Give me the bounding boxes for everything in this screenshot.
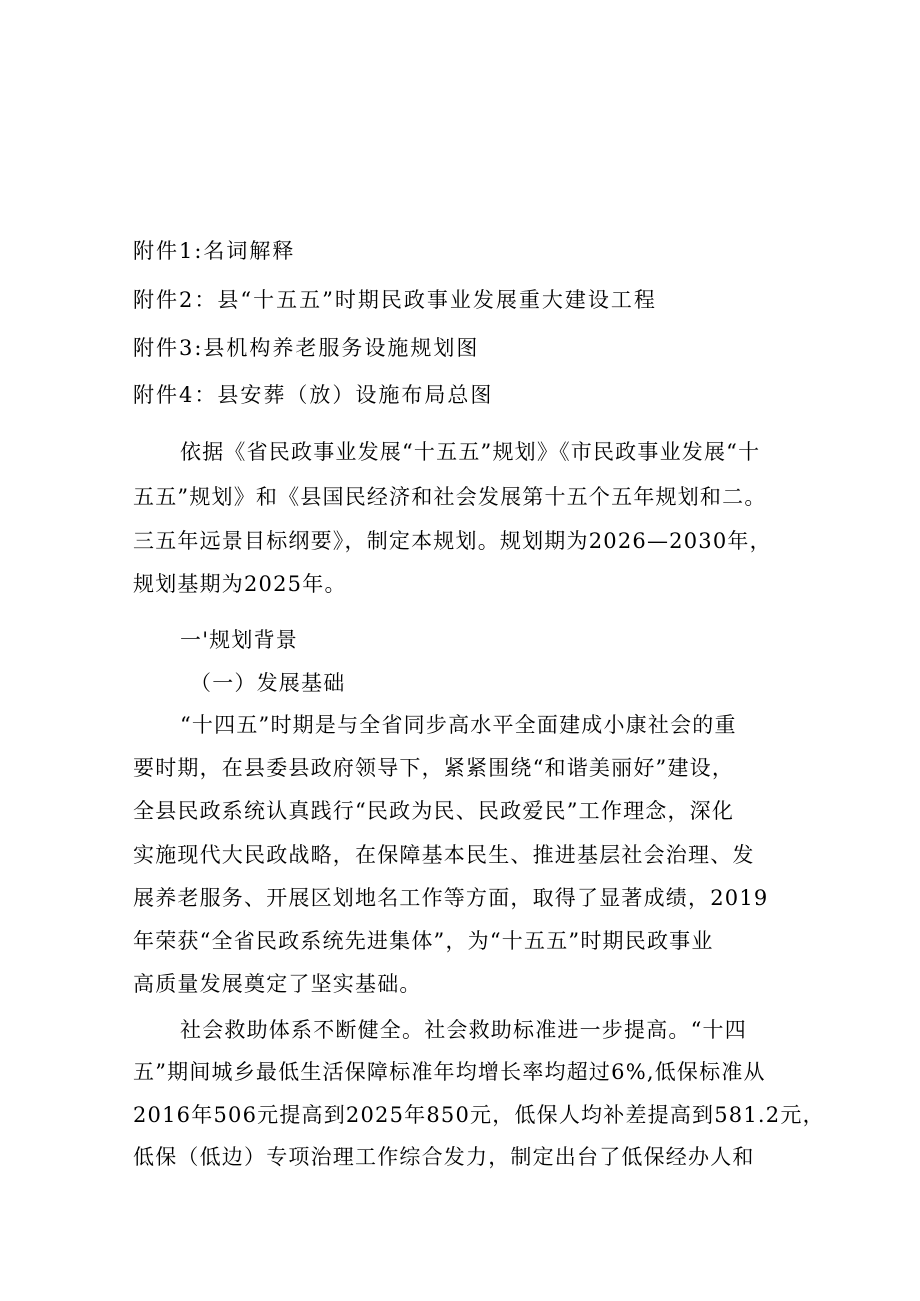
para1-line-2: 要时期，在县委县政府领导下，紧紧围绕“和谐美丽好”建设， [133, 756, 735, 780]
para1-line-5: 展养老服务、开展区划地名工作等方面，取得了显著成绩，2019 [133, 886, 769, 910]
attachment-1: 附件1:名词解释 [133, 239, 296, 263]
intro-line-2: 五五”规划》和《县国民经济和社会发展第十五个五年规划和二。 [133, 485, 767, 509]
intro-line-4: 规划基期为2025年。 [133, 572, 347, 596]
para2-line-4: 低保（低边）专项治理工作综合发力，制定出台了低保经办人和 [133, 1145, 755, 1169]
attachment-4: 附件4：县安葬（放）设施布局总图 [133, 383, 494, 407]
para1-line-6: 年荣获“全省民政系统先进集体”，为“十五五”时期民政事业 [133, 929, 714, 953]
attachment-3: 附件3:县机构养老服务设施规划图 [133, 336, 480, 360]
para1-line-1: “十四五”时期是与全省同步高水平全面建成小康社会的重 [180, 713, 737, 737]
section-heading: 一'规划背景 [180, 628, 298, 652]
intro-line-1: 依据《省民政事业发展“十五五”规划》《市民政事业发展“十 [180, 440, 761, 464]
attachment-2: 附件2：县“十五五”时期民政事业发展重大建设工程 [133, 288, 657, 312]
para1-line-4: 实施现代大民政战略，在保障基本民生、推进基层社会治理、发 [133, 843, 755, 867]
para1-line-3: 全县民政系统认真践行“民政为民、民政爱民”工作理念，深化 [133, 799, 735, 823]
para2-line-3: 2016年506元提高到2025年850元，低保人均补差提高到581.2元， [133, 1103, 825, 1127]
intro-line-3: 三五年远景目标纲要》，制定本规划。规划期为2026—2030年， [133, 529, 772, 553]
subsection-heading: （一）发展基础 [190, 671, 346, 695]
para2-line-2: 五”期间城乡最低生活保障标准年均增长率均超过6%,低保标准从 [133, 1060, 766, 1084]
para1-line-7: 高质量发展奠定了坚实基础。 [133, 972, 422, 996]
para2-line-1: 社会救助体系不断健全。社会救助标准进一步提高。“十四 [180, 1018, 747, 1042]
